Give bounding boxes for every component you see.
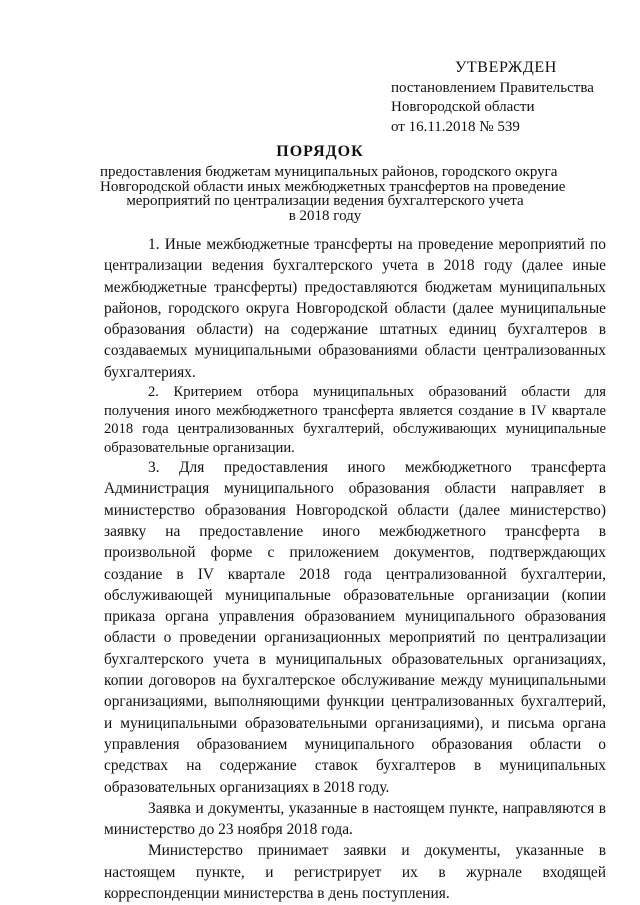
subtitle-line-2: Новгородской области иных межбюджетных трансфертов на проведение	[100, 178, 566, 195]
paragraph-5: Министерство принимает заявки и документы, указанные в настоящем пункте, и регистрирует их в журнале входящей корреспонденции министерства в день поступления.	[104, 842, 606, 903]
paragraph-4: Заявка и документы, указанные в настоящем пункте, направляются в министерство до 23 ноября 2018 года.	[104, 799, 606, 839]
document-subtitle	[100, 164, 566, 224]
paragraph-3: 3. Для предоставления иного межбюджетного трансферта Администрация муниципального образования области направляет в министерство образования Новгородской области (далее министерство) заявку на предоставление иного межбюджетного трансферта в произвольной форме с приложением документов, подтверждающих создание в IV квартале 2018 года централизованной бухгалтерии, обслуживающей муниципальные образовательные организации (копии приказа органа управления образованием муниципального образования области о проведении организационных мероприятий по централизации бухгалтерского учета в муниципальных образовательных организациях, копии договоров на бухгалтерское обслуживание между муниципальными организациями, выполняющими функции централизованных бухгалтерий, и муниципальными образовательными организациями), и письма органа управления образованием муниципального образования области о средствах на содержание ставок бухгалтеров в муниципальных образовательных организациях в 2018 году.	[104, 459, 606, 796]
approval-line-2: Новгородской области	[391, 99, 535, 115]
subtitle-line-3: мероприятий по централизации ведения бухгалтерского учета	[126, 193, 524, 209]
document-title: ПОРЯДОК	[276, 143, 364, 160]
approval-line-3: от 16.11.2018 № 539	[391, 118, 520, 135]
approval-heading: УТВЕРЖДЕН	[455, 59, 557, 76]
document-body	[104, 234, 606, 904]
paragraph-2: 2. Критерием отбора муниципальных образований области для получения иного межбюджетного трансферта является создание в IV квартале 2018 года централизованных бухгалтерий, обслуживающих муниципальные образовательные организации.	[104, 384, 606, 456]
approval-line-1: постановлением Правительства	[391, 79, 594, 96]
approval-stamp	[391, 58, 621, 137]
paragraph-1: 1. Иные межбюджетные трансферты на проведение мероприятий по централизации ведения бухгалтерского учета в 2018 году (далее иные межбюджетные трансферты) предоставляются бюджетам муниципальных районов, городского округа Новгородской области (далее муниципальные образования области) на содержание штатных единиц бухгалтеров в создаваемых муниципальными образованиями области централизованных бухгалтериях.	[104, 236, 606, 381]
subtitle-line-1: предоставления бюджетам муниципальных районов, городского округа	[100, 164, 558, 180]
subtitle-line-4: в 2018 году	[288, 207, 362, 224]
